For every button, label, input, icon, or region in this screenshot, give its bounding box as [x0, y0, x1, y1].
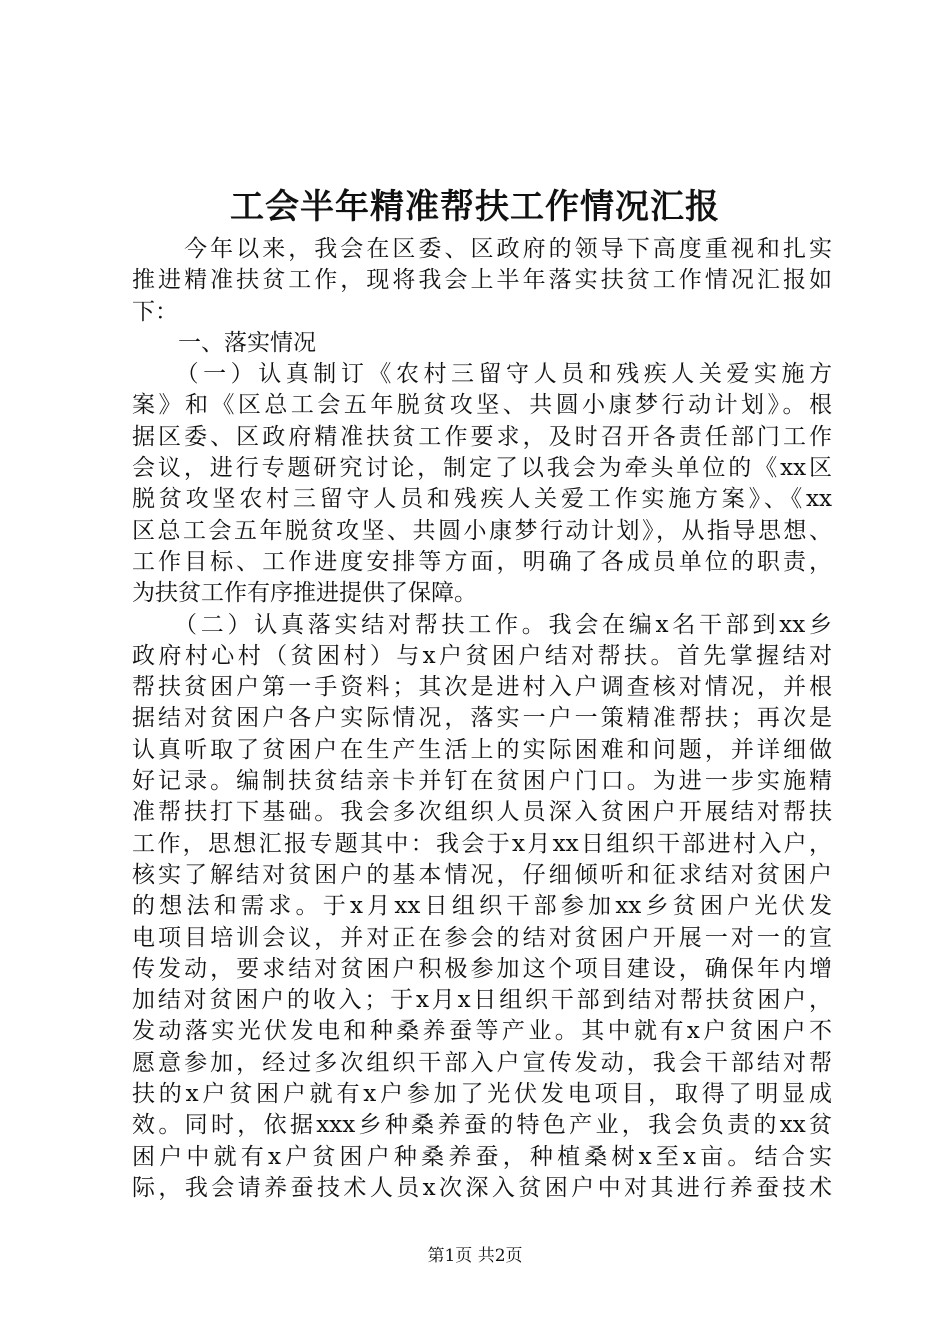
- section-heading: 一、落实情况: [132, 329, 316, 356]
- body-line: 今年以来，我会在区委、区政府的领导下高度重视和扎实: [132, 236, 832, 262]
- body-line: 好记录。编制扶贫结亲卡并钉在贫困户门口。为进一步实施精: [132, 768, 832, 795]
- body-line: 工作目标、工作进度安排等方面，明确了各成员单位的职责，: [132, 548, 832, 575]
- body-line: 核实了解结对贫困户的基本情况，仔细倾听和征求结对贫困户: [132, 861, 832, 888]
- body-line: 效。同时，依据xxx乡种桑养蚕的特色产业，我会负责的xx贫: [132, 1112, 832, 1139]
- body-line: 的想法和需求。于x月xx日组织干部参加xx乡贫困户光伏发: [132, 893, 832, 920]
- body-line: 加结对贫困户的收入；于x月x日组织干部到结对帮扶贫困户，: [132, 987, 832, 1014]
- page-footer: 第1页 共2页: [427, 1246, 523, 1266]
- body-line: 据区委、区政府精准扶贫工作要求，及时召开各责任部门工作: [132, 423, 832, 450]
- body-line: 下：: [132, 298, 178, 325]
- body-line: 扶的x户贫困户就有x户参加了光伏发电项目，取得了明显成: [132, 1081, 832, 1108]
- body-line: 困户中就有x户贫困户种桑养蚕，种植桑树x至x亩。结合实: [132, 1143, 832, 1170]
- body-line: 脱贫攻坚农村三留守人员和残疾人关爱工作实施方案》、《xx: [132, 486, 832, 513]
- body-line: 区总工会五年脱贫攻坚、共圆小康梦行动计划》，从指导思想、: [132, 517, 832, 544]
- body-line: 为扶贫工作有序推进提供了保障。: [132, 580, 477, 607]
- body-line: 愿意参加，经过多次组织干部入户宣传发动，我会干部结对帮: [132, 1049, 832, 1076]
- body-line: 帮扶贫困户第一手资料；其次是进村入户调查核对情况，并根: [132, 674, 832, 701]
- body-line: 传发动，要求结对贫困户积极参加这个项目建设，确保年内增: [132, 955, 832, 982]
- body-line: 发动落实光伏发电和种桑养蚕等产业。其中就有x户贫困户不: [132, 1018, 832, 1045]
- body-line: 案》和《区总工会五年脱贫攻坚、共圆小康梦行动计划》。根: [132, 392, 832, 419]
- body-line: 认真听取了贫困户在生产生活上的实际困难和问题，并详细做: [132, 736, 832, 763]
- body-line: （二）认真落实结对帮扶工作。我会在编x名干部到xx乡: [132, 611, 832, 638]
- body-line: 工作，思想汇报专题其中：我会于x月xx日组织干部进村入户，: [132, 830, 832, 857]
- document-title: 工会半年精准帮扶工作情况汇报: [230, 187, 720, 227]
- body-line: 政府村心村（贫困村）与x户贫困户结对帮扶。首先掌握结对: [132, 642, 832, 669]
- body-line: （一）认真制订《农村三留守人员和残疾人关爱实施方: [132, 361, 832, 388]
- body-line: 电项目培训会议，并对正在参会的结对贫困户开展一对一的宣: [132, 924, 832, 951]
- body-line: 际，我会请养蚕技术人员x次深入贫困户中对其进行养蚕技术: [132, 1174, 832, 1201]
- body-line: 准帮扶打下基础。我会多次组织人员深入贫困户开展结对帮扶: [132, 799, 832, 826]
- body-line: 会议，进行专题研究讨论，制定了以我会为牵头单位的《xx区: [132, 455, 832, 482]
- body-line: 推进精准扶贫工作，现将我会上半年落实扶贫工作情况汇报如: [132, 267, 832, 294]
- body-line: 据结对贫困户各户实际情况，落实一户一策精准帮扶；再次是: [132, 705, 832, 732]
- document-body: [132, 234, 832, 1204]
